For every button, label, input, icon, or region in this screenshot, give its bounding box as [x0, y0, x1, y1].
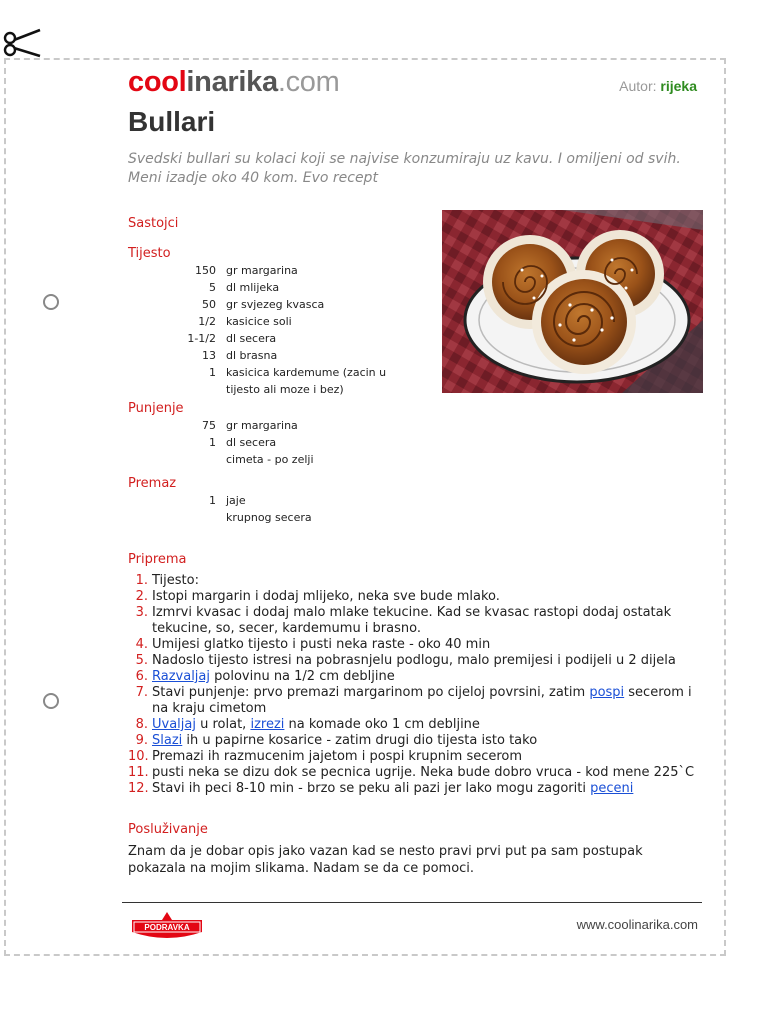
ingredient-qty: 1 [209, 366, 216, 379]
step-text [152, 781, 633, 797]
coolinarika-logo[interactable] [128, 66, 339, 99]
ingredient-qty [128, 509, 226, 526]
step-text [152, 669, 395, 685]
step-item [128, 589, 698, 605]
ingredient-qty: 1/2 [198, 315, 216, 328]
step-text-part: Stavi ih peci 8-10 min - brzo se peku ali pazi jer lako mogu zagoriti [152, 781, 591, 796]
step-text-part: u rolat, [195, 717, 251, 732]
serving-heading: Posluživanje [128, 822, 208, 837]
ingredient-name: gr margarina [226, 419, 298, 432]
ingredient-qty: 5 [209, 281, 216, 294]
step-text-part: secerom i na kraju cimetom [152, 685, 692, 716]
author-label: Autor: [619, 78, 657, 94]
ingredient-qty: 75 [202, 419, 216, 432]
step-text [152, 605, 698, 637]
logo-part: cool [128, 66, 187, 98]
recipe-title: Bullari [128, 106, 216, 137]
step-item [128, 717, 698, 733]
step-number: 12. [128, 781, 149, 796]
step-text-part: Premazi ih razmucenim jajetom i pospi krupnim secerom [152, 749, 523, 764]
ingredient-row [128, 417, 398, 434]
footer-website[interactable]: www.coolinarika.com [576, 917, 698, 932]
ingredient-row [128, 509, 398, 526]
glaze-ingredients [128, 492, 398, 526]
step-link[interactable]: peceni [590, 781, 634, 796]
preparation-steps [128, 573, 698, 797]
ingredient-name: kasicica kardemume (zacin u tijesto ali moze i bez) [226, 366, 387, 396]
recipe-photo [442, 210, 703, 393]
sponsor-name: PODRAVKA [144, 923, 190, 932]
step-text-part: pusti neka se dizu dok se pecnica ugrije. Neka bude dobro vruca - kod mene 225`C [152, 765, 695, 780]
step-text [152, 589, 500, 605]
step-text-part: na komade oko 1 cm debljine [284, 717, 480, 732]
ingredient-row [128, 451, 398, 468]
step-item [128, 781, 698, 797]
glaze-heading: Premaz [128, 476, 177, 491]
ingredient-row [128, 347, 398, 364]
logo-part: .com [277, 66, 340, 98]
step-text-part: ih u papirne kosarice - zatim drugi dio tijesta isto tako [182, 733, 538, 748]
logo-part: inarika [186, 66, 278, 98]
ingredient-name: dl mlijeka [226, 281, 280, 294]
step-number: 6. [135, 669, 148, 684]
preparation-heading: Priprema [128, 552, 187, 567]
ingredient-row [128, 434, 398, 451]
step-item [128, 605, 698, 637]
ingredient-name: dl secera [226, 436, 277, 449]
step-text-part: polovinu na 1/2 cm debljine [210, 669, 395, 684]
step-number: 2. [135, 589, 148, 604]
ingredient-row [128, 279, 398, 296]
step-number: 9. [135, 733, 148, 748]
ingredient-qty: 1 [209, 436, 216, 449]
punch-hole [43, 693, 59, 709]
ingredient-name: dl brasna [226, 349, 278, 362]
recipe-intro: Svedski bullari su kolaci koji se najvise konzumiraju uz kavu. I omiljeni od svih. Meni izadje oko 40 kom. Evo recept [128, 151, 681, 186]
ingredient-qty: 1-1/2 [187, 332, 216, 345]
filling-heading: Punjenje [128, 401, 184, 416]
ingredient-row [128, 364, 398, 398]
step-item [128, 749, 698, 765]
step-text [152, 717, 480, 733]
step-text [152, 637, 490, 653]
serving-text: Znam da je dobar opis jako vazan kad se nesto pravi prvi put pa sam postupak pokazala na mojim slikama. Nadam se da ce pomoci. [128, 844, 643, 876]
step-number: 7. [135, 685, 148, 700]
step-item [128, 637, 698, 653]
ingredient-qty: 13 [202, 349, 216, 362]
ingredient-name: gr svjezeg kvasca [226, 298, 325, 311]
step-text [152, 685, 698, 717]
ingredient-qty: 150 [195, 264, 216, 277]
author-info [619, 78, 697, 94]
step-text [152, 573, 199, 589]
ingredient-row [128, 330, 398, 347]
step-item [128, 733, 698, 749]
step-item [128, 669, 698, 685]
punch-hole [43, 294, 59, 310]
ingredient-row [128, 296, 398, 313]
step-text-part: Istopi margarin i dodaj mlijeko, neka sve bude mlako. [152, 589, 500, 604]
ingredient-name: kasicice soli [226, 315, 292, 328]
step-item [128, 685, 698, 717]
step-link[interactable]: izrezi [250, 717, 285, 732]
ingredient-qty: 50 [202, 298, 216, 311]
dough-ingredients [128, 262, 398, 398]
scissors-icon [0, 26, 44, 60]
step-link[interactable]: pospi [589, 685, 625, 700]
step-number: 8. [135, 717, 148, 732]
step-text [152, 733, 537, 749]
step-link[interactable]: Razvaljaj [152, 669, 210, 684]
step-text [152, 749, 522, 765]
step-link[interactable]: Uvaljaj [152, 717, 196, 732]
author-name[interactable]: rijeka [660, 78, 697, 94]
step-number: 4. [135, 637, 148, 652]
step-link[interactable]: Slazi [152, 733, 183, 748]
ingredient-name: cimeta - po zelji [226, 453, 314, 466]
step-number: 10. [128, 749, 149, 764]
ingredient-name: gr margarina [226, 264, 298, 277]
podravka-logo[interactable] [128, 910, 206, 942]
ingredients-heading: Sastojci [128, 216, 179, 231]
step-item [128, 653, 698, 669]
ingredient-row [128, 262, 398, 279]
dough-heading: Tijesto [128, 246, 171, 261]
step-number: 11. [128, 765, 149, 780]
step-item [128, 573, 698, 589]
step-text-part: Tijesto: [152, 573, 199, 588]
step-number: 3. [135, 605, 148, 620]
step-text-part: Izmrvi kvasac i dodaj malo mlake tekucine. Kad se kvasac rastopi dodaj ostatak tekucine, so, secer, kardemumu i brasno. [152, 605, 672, 636]
ingredient-qty: 1 [209, 494, 216, 507]
step-text-part: Stavi punjenje: prvo premazi margarinom po cijeloj povrsini, zatim [152, 685, 590, 700]
step-item [128, 765, 698, 781]
step-text [152, 653, 676, 669]
step-text [152, 765, 694, 781]
ingredient-row [128, 313, 398, 330]
footer-divider [122, 902, 702, 903]
ingredient-name: dl secera [226, 332, 277, 345]
step-text-part: Nadoslo tijesto istresi na pobrasnjelu podlogu, malo premijesi i podijeli u 2 dijela [152, 653, 676, 668]
ingredient-qty [128, 451, 226, 468]
step-text-part: Umijesi glatko tijesto i pusti neka raste - oko 40 min [152, 637, 491, 652]
step-number: 1. [135, 573, 148, 588]
ingredient-row [128, 492, 398, 509]
ingredient-name: jaje [226, 494, 246, 507]
step-number: 5. [135, 653, 148, 668]
ingredient-name: krupnog secera [226, 511, 312, 524]
filling-ingredients [128, 417, 398, 468]
